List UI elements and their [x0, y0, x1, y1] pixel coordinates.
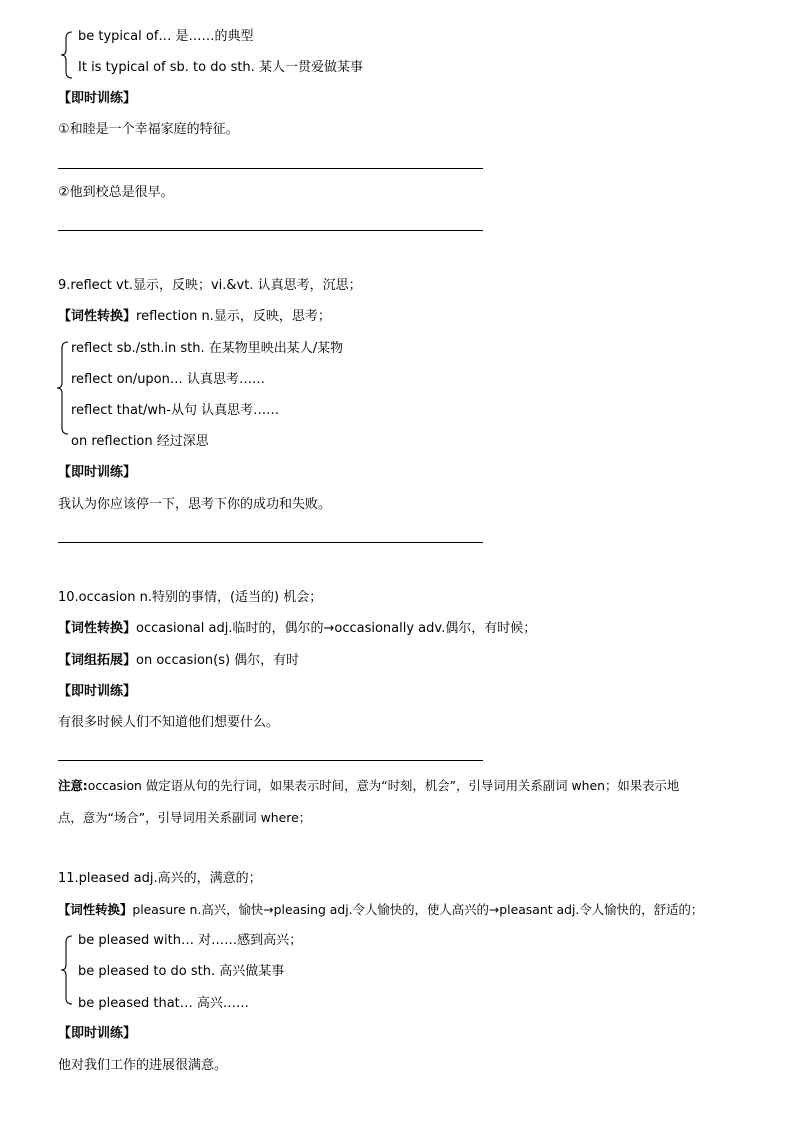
entry-headword: 11.pleased adj.高兴的，满意的；: [58, 871, 262, 886]
answer-line[interactable]: [58, 760, 483, 761]
brace-item: reflect that/wh-从句 认真思考……: [71, 403, 280, 418]
brace-item: on reflection 经过深思: [71, 434, 209, 449]
brace-item-typical-of: be typical of… 是……的典型: [78, 29, 254, 44]
answer-line[interactable]: [58, 230, 483, 231]
practice-label: 【即时训练】: [58, 91, 137, 106]
brace-pleased: [60, 934, 74, 1006]
conversion-row: [58, 307, 331, 327]
conversion-text: reflection n.显示，反映，思考；: [136, 309, 331, 324]
brace-reflect: [56, 340, 70, 436]
exercise-item: ②他到校总是很早。: [58, 185, 174, 200]
brace-item: be pleased to do sth. 高兴做某事: [78, 964, 285, 979]
conversion-label: 【词性转换】: [58, 902, 133, 917]
note-text: occasion 做定语从句的先行词，如果表示时间，意为“时刻，机会”，引导词用关系副词 when；如果表示地: [87, 778, 680, 793]
note-line: [58, 776, 679, 796]
conversion-text: occasional adj.临时的，偶尔的→occasionally adv.偶尔，有时候；: [136, 621, 537, 636]
note-label: 注意:: [58, 778, 88, 793]
entry-headword: 10.occasion n.特别的事情，(适当的) 机会；: [58, 590, 323, 605]
conversion-row: [58, 619, 536, 639]
exercise-item: 我认为你应该停一下，思考下你的成功和失败。: [58, 497, 332, 512]
exercise-item: ①和睦是一个幸福家庭的特征。: [58, 122, 239, 137]
conversion-label: 【词性转换】: [58, 309, 137, 324]
brace-item: be pleased with… 对……感到高兴；: [78, 933, 303, 948]
entry-headword: 9.reflect vt.显示，反映；vi.&vt. 认真思考，沉思；: [58, 278, 362, 293]
answer-line[interactable]: [58, 542, 483, 543]
expansion-label: 【词组拓展】: [58, 653, 137, 668]
conversion-row: [58, 900, 703, 920]
brace-item-it-is-typical: It is typical of sb. to do sth. 某人一贯爱做某事: [78, 60, 363, 75]
practice-label: 【即时训练】: [58, 465, 137, 480]
exercise-item: 他对我们工作的进展很满意。: [58, 1058, 228, 1073]
brace-item: reflect sb./sth.in sth. 在某物里映出某人/某物: [71, 341, 344, 356]
note-line: 点，意为“场合”，引导词用关系副词 where；: [58, 810, 312, 825]
exercise-item: 有很多时候人们不知道他们想要什么。: [58, 715, 280, 730]
expansion-text: on occasion(s) 偶尔，有时: [136, 653, 300, 668]
conversion-text: pleasure n.高兴，愉快→pleasing adj.令人愉快的，使人高兴的→pleasant adj.令人愉快的，舒适的；: [132, 902, 704, 917]
expansion-row: [58, 651, 299, 671]
practice-label: 【即时训练】: [58, 1026, 137, 1041]
brace-item: reflect on/upon… 认真思考……: [71, 372, 266, 387]
answer-line[interactable]: [58, 168, 483, 169]
brace-item: be pleased that… 高兴……: [78, 996, 249, 1011]
practice-label: 【即时训练】: [58, 684, 137, 699]
conversion-label: 【词性转换】: [58, 621, 137, 636]
brace-typical: [60, 30, 74, 80]
